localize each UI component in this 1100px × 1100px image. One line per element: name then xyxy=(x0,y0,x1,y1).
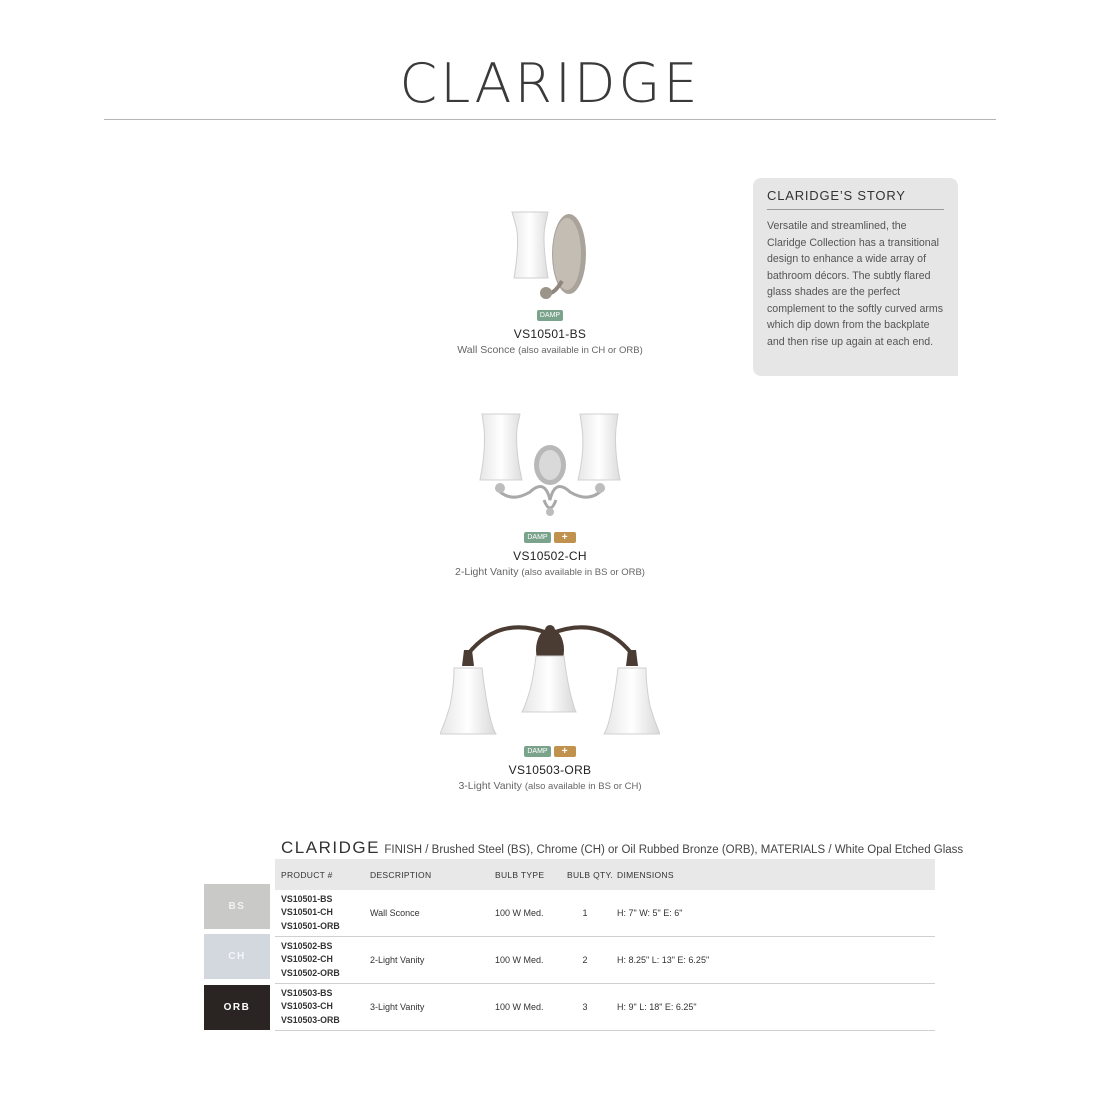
sku-text: VS10502-BS xyxy=(281,940,333,951)
product-availability: (also available in BS or CH) xyxy=(524,781,642,792)
product-name: 2-Light Vanity xyxy=(455,566,519,578)
swatch-chrome xyxy=(204,934,270,979)
swatch-oil-rubbed-bronze xyxy=(204,985,270,1030)
plus-icon: + xyxy=(554,746,576,757)
sku-text: VS10502-ORB xyxy=(281,967,340,978)
column-header: DIMENSIONS xyxy=(617,869,674,880)
story-body: Versatile and streamlined, the Claridge Collection has a transitional design to enhance a wide array of bathroom décors. The subtly flared glass shades are the perfect complement to the softly curved arms which dip down from the backplate and then rise up again at each end. xyxy=(767,220,944,348)
product-number-cell xyxy=(275,940,370,981)
swatch-label: CH xyxy=(228,951,246,962)
product-number-cell xyxy=(275,893,370,934)
product-sku: VS10503-ORB xyxy=(508,763,592,777)
column-header: DESCRIPTION xyxy=(370,869,432,880)
sku-text: VS10502-CH xyxy=(281,954,333,965)
table-header-row xyxy=(275,859,935,890)
title-divider xyxy=(104,119,996,120)
sku-text: VS10503-CH xyxy=(281,1001,333,1012)
2-light-vanity-image xyxy=(470,408,630,528)
sku-text: VS10503-BS xyxy=(281,987,333,998)
damp-rated-badge: DAMP xyxy=(537,310,563,321)
bulb-qty-cell: 2 xyxy=(582,955,588,965)
page-title: CLARIDGE xyxy=(399,52,701,115)
spec-brand: CLARIDGE xyxy=(281,838,380,857)
table-row xyxy=(275,937,935,984)
product-wall-sconce xyxy=(350,206,750,356)
dimensions-cell: H: 9" L: 18" E: 6.25" xyxy=(617,1002,697,1012)
3-light-vanity-image xyxy=(440,620,660,742)
bulb-qty-cell: 3 xyxy=(582,1002,588,1012)
product-description xyxy=(350,780,750,792)
description-cell: 2-Light Vanity xyxy=(370,955,425,965)
column-header: BULB QTY. xyxy=(567,869,614,880)
column-header: BULB TYPE xyxy=(495,869,545,880)
sku-text: VS10501-ORB xyxy=(281,920,340,931)
column-header: PRODUCT # xyxy=(281,869,333,880)
product-sku: VS10501-BS xyxy=(513,327,587,341)
story-panel xyxy=(753,178,958,376)
bulb-type-cell: 100 W Med. xyxy=(495,955,544,965)
product-3-light-vanity xyxy=(350,620,750,792)
product-availability: (also available in BS or ORB) xyxy=(521,567,645,578)
bulb-qty-cell: 1 xyxy=(582,908,588,918)
table-row xyxy=(275,890,935,937)
spec-finish-materials: FINISH / Brushed Steel (BS), Chrome (CH) or Oil Rubbed Bronze (ORB), MATERIALS / White Opal Etched Glass xyxy=(384,844,964,856)
swatch-label: BS xyxy=(228,901,246,912)
product-name: Wall Sconce xyxy=(457,344,516,356)
product-name: 3-Light Vanity xyxy=(458,780,522,792)
damp-rated-badge: DAMP xyxy=(524,746,550,757)
description-cell: Wall Sconce xyxy=(370,908,420,918)
plus-icon: + xyxy=(554,532,576,543)
sku-text: VS10501-BS xyxy=(281,893,333,904)
bulb-type-cell: 100 W Med. xyxy=(495,1002,544,1012)
wall-sconce-image xyxy=(490,206,610,306)
bulb-type-cell: 100 W Med. xyxy=(495,908,544,918)
product-number-cell xyxy=(275,987,370,1028)
spec-table-title xyxy=(281,838,963,858)
dimensions-cell: H: 8.25" L: 13" E: 6.25" xyxy=(617,955,710,965)
story-title: CLARIDGE’S STORY xyxy=(767,188,944,210)
table-row xyxy=(275,984,935,1031)
product-sku: VS10502-CH xyxy=(513,549,587,563)
product-description xyxy=(350,344,750,356)
sku-text: VS10501-CH xyxy=(281,907,333,918)
product-availability: (also available in CH or ORB) xyxy=(518,345,643,356)
swatch-brushed-steel xyxy=(204,884,270,929)
product-2-light-vanity xyxy=(350,408,750,578)
description-cell: 3-Light Vanity xyxy=(370,1002,425,1012)
dimensions-cell: H: 7" W: 5" E: 6" xyxy=(617,908,683,918)
damp-rated-badge: DAMP xyxy=(524,532,550,543)
product-description xyxy=(350,566,750,578)
sku-text: VS10503-ORB xyxy=(281,1014,340,1025)
swatch-label: ORB xyxy=(223,1002,251,1013)
spec-table xyxy=(275,859,935,1031)
